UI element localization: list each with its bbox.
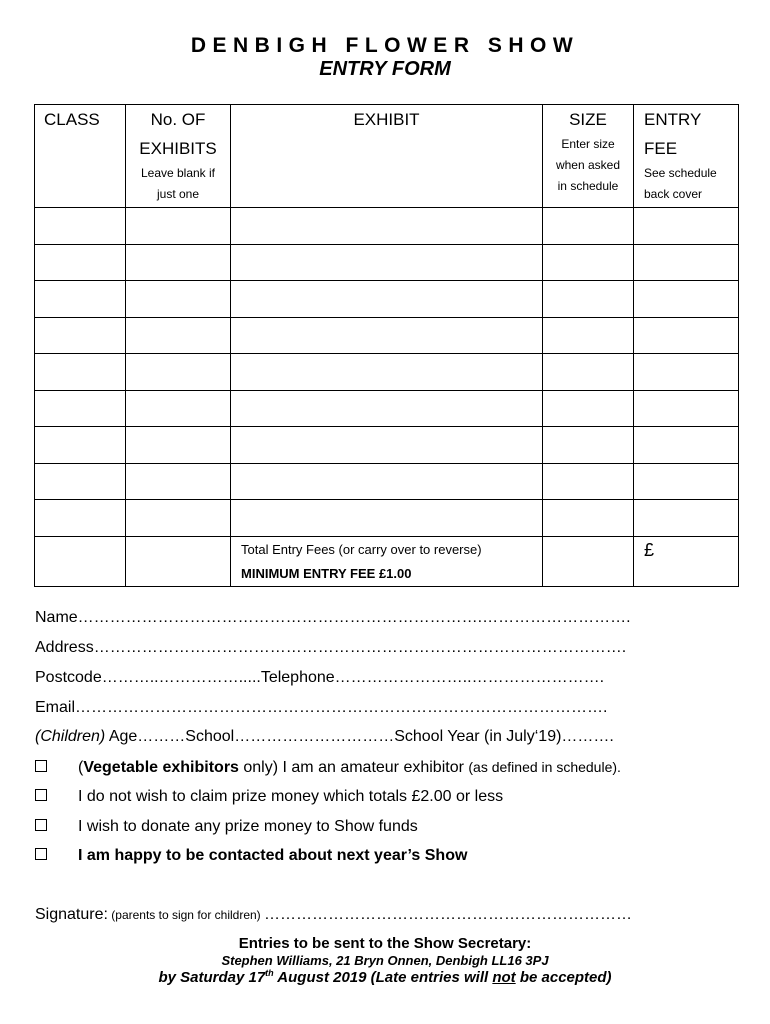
checkbox-row-vegetable: (Vegetable exhibitors only) I am an amateur exhibitor (as defined in schedule). <box>35 759 621 777</box>
entry-cell-size[interactable] <box>543 244 634 281</box>
checkbox-row-contact: I am happy to be contacted about next year’s Show <box>35 847 467 865</box>
entry-cell-size[interactable] <box>543 281 634 318</box>
age-school-field[interactable]: Age………School…………………………School Year (in July‘19)………. <box>108 728 614 745</box>
table-header-row <box>35 105 739 208</box>
entry-cell-fee[interactable] <box>634 244 739 281</box>
entry-cell-class[interactable] <box>35 500 126 537</box>
name-field[interactable]: Name………………………………………………………………….………………………. <box>35 609 631 626</box>
signature-field[interactable]: …………………………………………………………… <box>264 906 633 923</box>
entry-cell-fee[interactable] <box>634 208 739 245</box>
entry-cell-fee[interactable] <box>634 463 739 500</box>
children-label: (Children) <box>35 728 106 745</box>
total-empty-number <box>126 536 231 586</box>
entry-cell-fee[interactable] <box>634 354 739 391</box>
entry-cell-size[interactable] <box>543 208 634 245</box>
entry-cell-exhibit[interactable] <box>231 317 543 354</box>
total-label-cell <box>231 536 543 586</box>
header-fee: ENTRY FEE See schedule back cover <box>634 105 739 208</box>
entry-cell-fee[interactable] <box>634 317 739 354</box>
entry-cell-exhibit[interactable] <box>231 208 543 245</box>
checkbox-no-prize[interactable] <box>35 789 47 801</box>
postcode-telephone-line <box>35 669 604 687</box>
telephone-field[interactable]: Telephone……………………..……………………. <box>260 669 605 686</box>
entry-cell-size[interactable] <box>543 317 634 354</box>
currency-symbol: £ <box>644 539 655 560</box>
entry-cell-fee[interactable] <box>634 500 739 537</box>
total-fee-cell[interactable] <box>634 536 739 586</box>
entry-cell-number[interactable] <box>126 317 231 354</box>
entry-cell-size[interactable] <box>543 500 634 537</box>
footer-deadline: by Saturday 17th August 2019 (Late entries will not be accepted) <box>158 968 612 986</box>
entry-cell-exhibit[interactable] <box>231 500 543 537</box>
entry-cell-class[interactable] <box>35 244 126 281</box>
footer-address: Stephen Williams, 21 Bryn Onnen, Denbigh LL16 3PJ <box>221 953 549 968</box>
entry-table <box>34 104 739 587</box>
table-row <box>35 281 739 318</box>
entry-cell-size[interactable] <box>543 463 634 500</box>
entry-cell-fee[interactable] <box>634 427 739 464</box>
entry-cell-number[interactable] <box>126 390 231 427</box>
entry-cell-exhibit[interactable] <box>231 244 543 281</box>
entry-cell-class[interactable] <box>35 317 126 354</box>
entry-cell-exhibit[interactable] <box>231 354 543 391</box>
entry-cell-class[interactable] <box>35 427 126 464</box>
minimum-fee: MINIMUM ENTRY FEE £1.00 <box>241 565 412 581</box>
entry-cell-exhibit[interactable] <box>231 463 543 500</box>
entry-cell-number[interactable] <box>126 500 231 537</box>
table-row <box>35 500 739 537</box>
entry-cell-class[interactable] <box>35 281 126 318</box>
entry-cell-number[interactable] <box>126 427 231 464</box>
entry-cell-class[interactable] <box>35 463 126 500</box>
checkbox-vegetable[interactable] <box>35 760 47 772</box>
address-field[interactable]: Address………………………………………………………………………………………. <box>35 639 627 656</box>
signature-line <box>35 906 632 924</box>
table-row <box>35 390 739 427</box>
email-field[interactable]: Email………………………………………………………………………………………. <box>35 699 608 716</box>
postcode-field[interactable]: Postcode………..……………..... <box>35 669 261 686</box>
entry-cell-number[interactable] <box>126 463 231 500</box>
checkbox-contact[interactable] <box>35 848 47 860</box>
form-title: DENBIGH FLOWER SHOW <box>190 34 580 57</box>
total-row <box>35 536 739 586</box>
checkbox-row-donate: I wish to donate any prize money to Show funds <box>35 818 418 836</box>
table-row <box>35 208 739 245</box>
entry-cell-number[interactable] <box>126 208 231 245</box>
form-subtitle: ENTRY FORM <box>319 58 451 80</box>
entry-cell-size[interactable] <box>543 427 634 464</box>
footer-line-1: Entries to be sent to the Show Secretary: <box>238 935 532 952</box>
entry-cell-size[interactable] <box>543 390 634 427</box>
header-exhibit: EXHIBIT <box>231 105 543 208</box>
entry-cell-number[interactable] <box>126 244 231 281</box>
table-row <box>35 427 739 464</box>
header-number: No. OF EXHIBITS Leave blank if just one <box>126 105 231 208</box>
entry-cell-number[interactable] <box>126 281 231 318</box>
signature-label: Signature: <box>35 906 108 923</box>
table-row <box>35 463 739 500</box>
children-line <box>35 728 614 746</box>
entry-cell-number[interactable] <box>126 354 231 391</box>
checkbox-donate[interactable] <box>35 819 47 831</box>
entry-cell-class[interactable] <box>35 354 126 391</box>
table-row <box>35 317 739 354</box>
entry-cell-exhibit[interactable] <box>231 390 543 427</box>
entry-cell-class[interactable] <box>35 208 126 245</box>
header-size: SIZE Enter size when asked in schedule <box>543 105 634 208</box>
total-empty-class <box>35 536 126 586</box>
entry-cell-exhibit[interactable] <box>231 281 543 318</box>
header-class: CLASS <box>35 105 126 208</box>
table-row <box>35 354 739 391</box>
entry-cell-fee[interactable] <box>634 390 739 427</box>
total-label: Total Entry Fees (or carry over to reverse) <box>241 541 482 557</box>
checkbox-row-no-prize: I do not wish to claim prize money which totals £2.00 or less <box>35 788 503 806</box>
table-row <box>35 244 739 281</box>
signature-note: (parents to sign for children) <box>107 908 265 922</box>
entry-cell-fee[interactable] <box>634 281 739 318</box>
entry-cell-size[interactable] <box>543 354 634 391</box>
entry-cell-class[interactable] <box>35 390 126 427</box>
total-empty-size <box>543 536 634 586</box>
entry-cell-exhibit[interactable] <box>231 427 543 464</box>
